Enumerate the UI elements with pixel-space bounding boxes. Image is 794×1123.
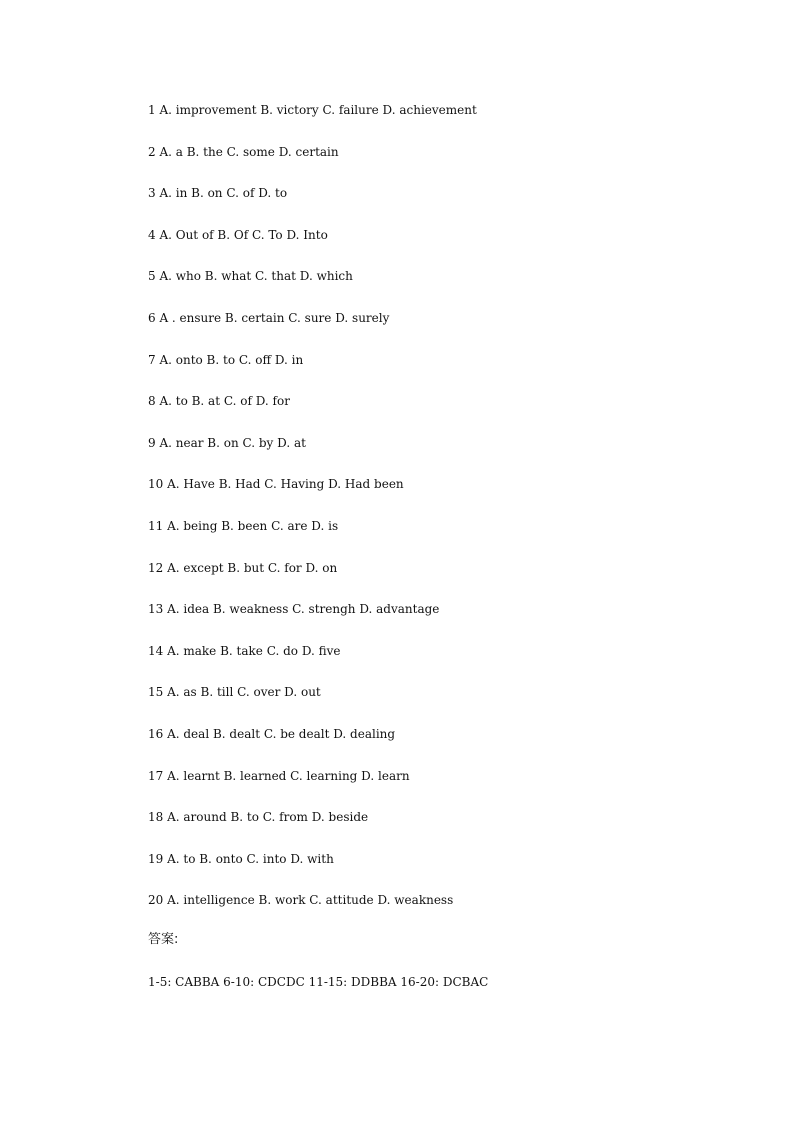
question-line-8: 8 A. to B. at C. of D. for bbox=[148, 394, 290, 409]
question-line-19: 19 A. to B. onto C. into D. with bbox=[148, 851, 334, 866]
question-line-2: 2 A. a B. the C. some D. certain bbox=[148, 144, 339, 159]
question-line-3: 3 A. in B. on C. of D. to bbox=[148, 186, 288, 201]
question-line-1: 1 A. improvement B. victory C. failure D. achievement bbox=[148, 103, 477, 117]
question-line-14: 14 A. make B. take C. do D. five bbox=[148, 643, 341, 658]
question-line-15: 15 A. as B. till C. over D. out bbox=[148, 685, 321, 700]
answer-key: 1-5: CABBA 6-10: CDCDC 11-15: DDBBA 16-20: DCBAC bbox=[148, 974, 489, 989]
question-line-7: 7 A. onto B. to C. off D. in bbox=[148, 352, 304, 367]
question-line-10: 10 A. Have B. Had C. Having D. Had been bbox=[148, 477, 404, 492]
question-line-13: 13 A. idea B. weakness C. strengh D. advantage bbox=[148, 602, 440, 617]
question-line-4: 4 A. Out of B. Of C. To D. Into bbox=[148, 227, 328, 242]
question-line-5: 5 A. who B. what C. that D. which bbox=[148, 269, 353, 284]
question-line-17: 17 A. learnt B. learned C. learning D. learn bbox=[148, 768, 410, 783]
question-line-6: 6 A . ensure B. certain C. sure D. surely bbox=[148, 310, 390, 325]
question-line-20: 20 A. intelligence B. work C. attitude D. weakness bbox=[148, 893, 454, 908]
question-line-16: 16 A. deal B. dealt C. be dealt D. dealing bbox=[148, 726, 396, 741]
question-line-11: 11 A. being B. been C. are D. is bbox=[148, 518, 339, 533]
document-body bbox=[148, 100, 748, 992]
question-line-12: 12 A. except B. but C. for D. on bbox=[148, 560, 338, 575]
question-line-9: 9 A. near B. on C. by D. at bbox=[148, 435, 306, 450]
question-line-18: 18 A. around B. to C. from D. beside bbox=[148, 810, 369, 825]
answer-heading: 答案: bbox=[148, 931, 179, 947]
